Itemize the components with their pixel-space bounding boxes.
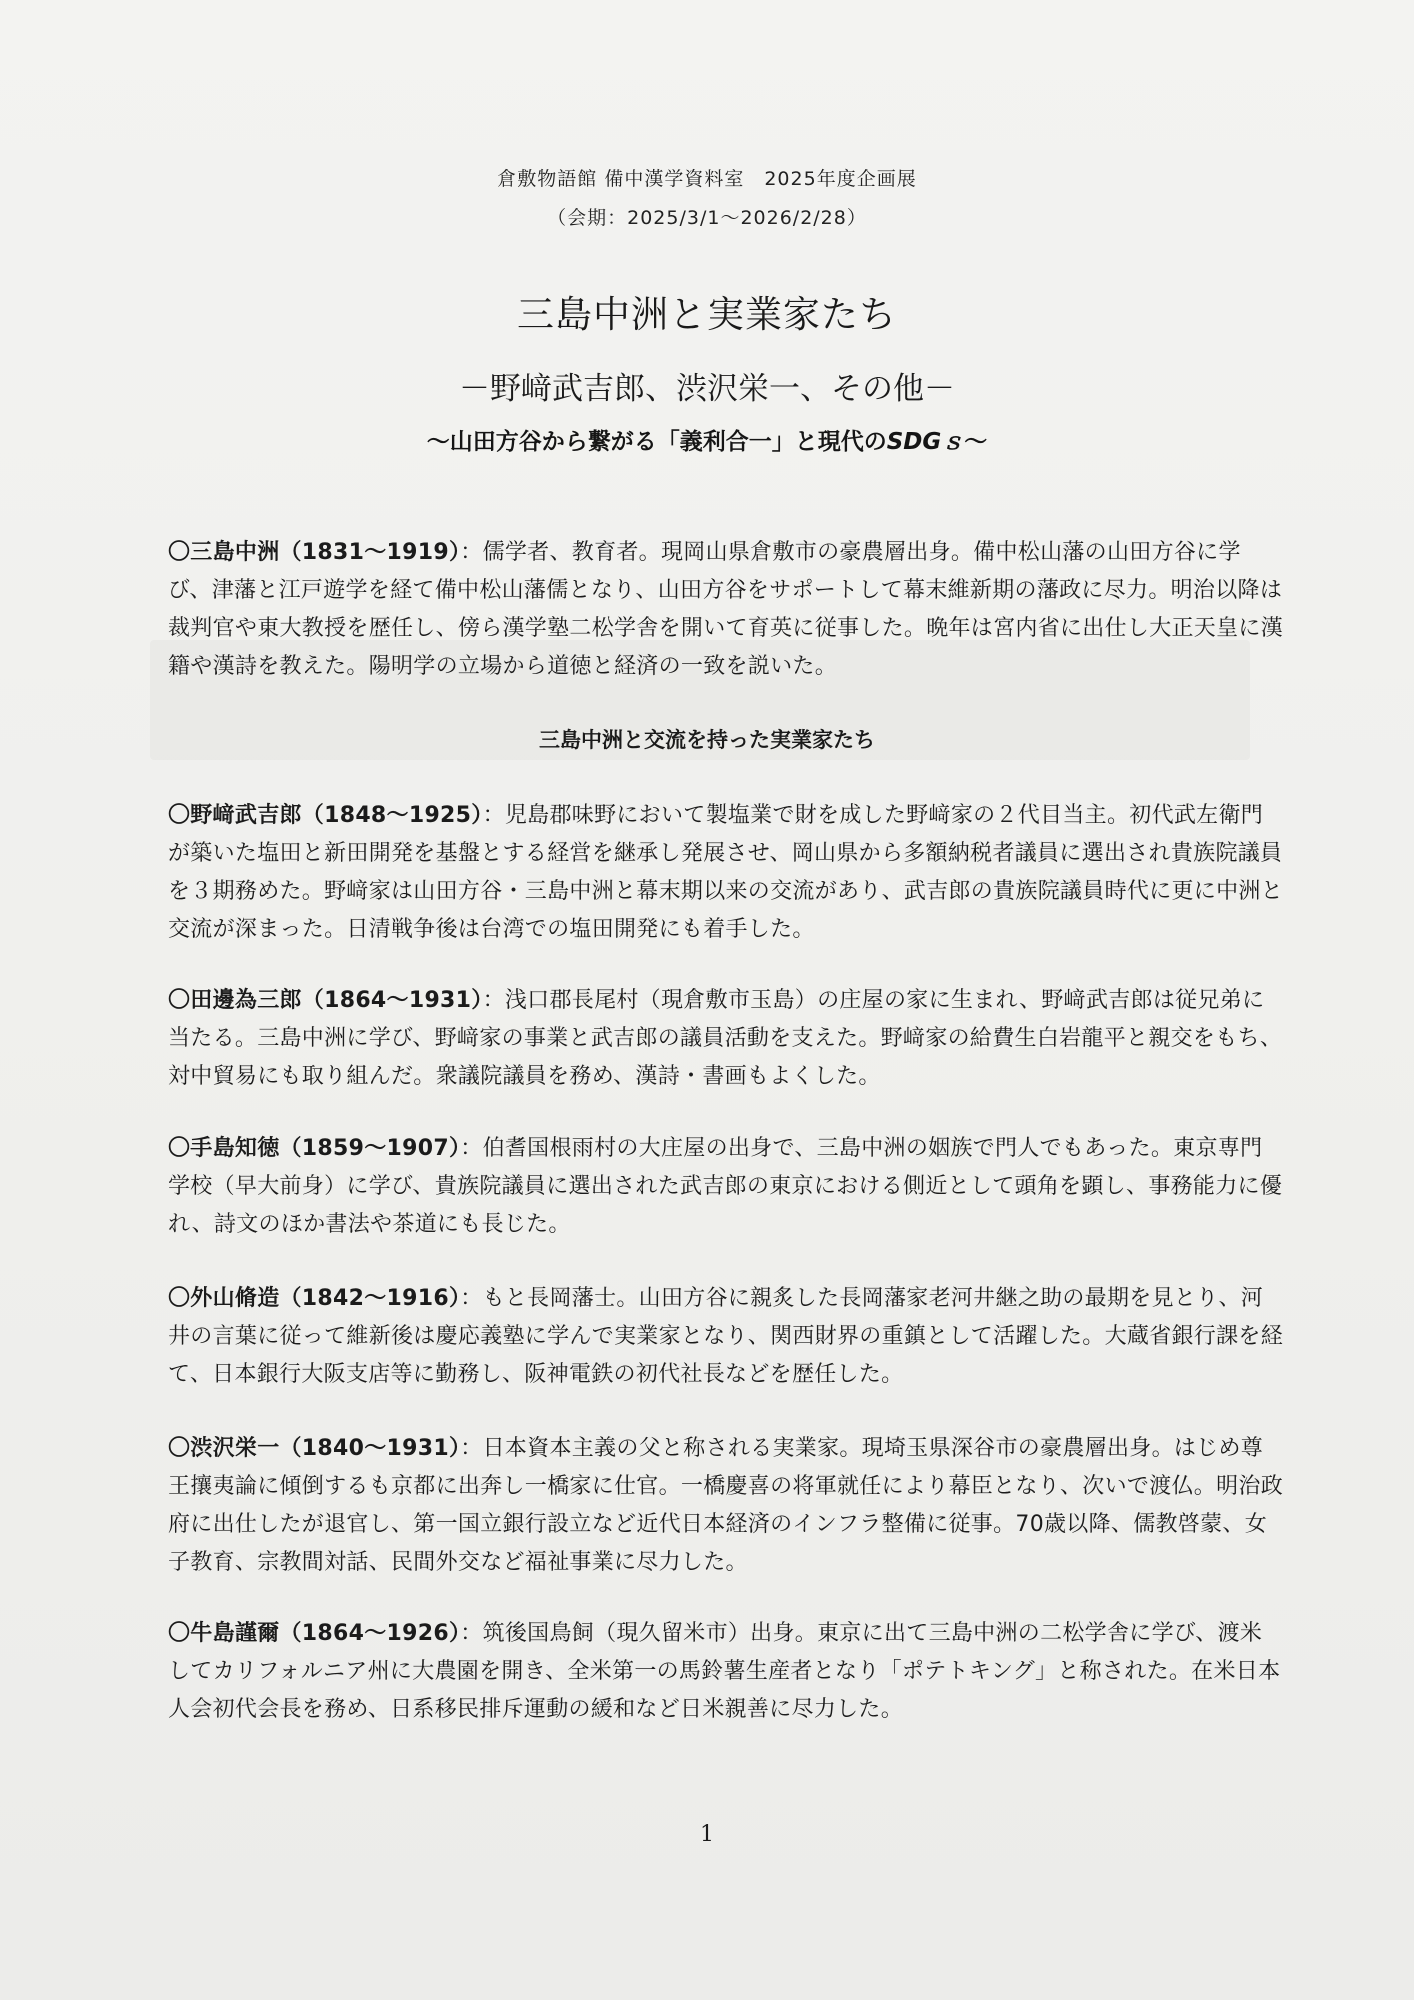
entry-text: ：筑後国鳥飼（現久留米市）出身。東京に出て三島中洲の二松学舎に学び、渡米してカリフォルニア州に大農園を開き、全米第一の馬鈴薯生産者となり「ポテトキング」と称された。在米日本人会初代会長を務め、日系移民排斥運動の緩和など日米親善に尽力した。 [168,1621,1281,1722]
entry-text: ：児島郡味野において製塩業で財を成した野﨑家の２代目当主。初代武左衛門が築いた塩田と新田開発を基盤とする経営を継承し発展させ、岡山県から多額納税者議員に選出され貴族院議員を３期務めた。野﨑家は山田方谷・三島中洲と幕末期以来の交流があり、武吉郎の貴族院議員時代に更に中洲と交流が深まった。日清戦争後は台湾での塩田開発にも着手した。 [168,803,1284,942]
entry-name: 〇手島知徳（1859～1907） [168,1136,461,1161]
section-heading: 三島中洲と交流を持った実業家たち [539,728,875,752]
page-subtitle: －野﨑武吉郎、渋沢栄一、その他－ [459,371,955,407]
entry-name: 〇三島中洲（1831～1919） [168,540,461,565]
entry-text: ：伯耆国根雨村の大庄屋の出身で、三島中洲の姻族で門人でもあった。東京専門学校（早大前身）に学び、貴族院議員に選出された武吉郎の東京における側近として頭角を顕し、事務能力に優れ、詩文のほか書法や茶道にも長じた。 [168,1136,1283,1237]
entry-name: 〇田邊為三郎（1864～1931） [168,988,483,1013]
entry-name: 〇野﨑武吉郎（1848～1925） [168,803,483,828]
entry-shibusawa-eiichi [168,1430,1284,1582]
entry-text: ：もと長岡藩士。山田方谷に親炙した長岡藩家老河井継之助の最期を見とり、河井の言葉に従って維新後は慶応義塾に学んで実業家となり、関西財界の重鎮として活躍した。大蔵省銀行課を経て、日本銀行大阪支店等に勤務し、阪神電鉄の初代社長などを歴任した。 [168,1286,1284,1387]
entry-teshima-tomonori [168,1130,1284,1244]
tagline-text: ～山田方谷から繋がる「義利合一」と現代の [426,429,887,455]
tagline-end: ～ [964,429,988,455]
page-number: 1 [700,1822,714,1847]
entry-name: 〇牛島謹爾（1864～1926） [168,1621,461,1646]
entry-ushijima-kinji [168,1615,1284,1729]
entry-text: ：儒学者、教育者。現岡山県倉敷市の豪農層出身。備中松山藩の山田方谷に学び、津藩と江戸遊学を経て備中松山藩儒となり、山田方谷をサポートして幕末維新期の藩政に尽力。明治以降は裁判官や東大教授を歴任し、傍ら漢学塾二松学舎を開いて育英に従事した。晩年は宮内省に出仕し大正天皇に漢籍や漢詩を教えた。陽明学の立場から道徳と経済の一致を説いた。 [168,540,1284,679]
entry-text: ：日本資本主義の父と称される実業家。現埼玉県深谷市の豪農層出身。はじめ尊王攘夷論に傾倒するも京都に出奔し一橋家に仕官。一橋慶喜の将軍就任により幕臣となり、次いで渡仏。明治政府に出仕したが退官し、第一国立銀行設立など近代日本経済のインフラ整備に従事。70歳以降、儒教啓蒙、女子教育、宗教間対話、民間外交など福祉事業に尽力した。 [168,1436,1284,1575]
exhibition-period: （会期：2025/3/1～2026/2/28） [547,207,867,229]
entry-name: 〇外山脩造（1842～1916） [168,1286,461,1311]
entry-tanabe-tamesaburo [168,982,1284,1096]
entry-toyama-shuzo [168,1280,1284,1394]
exhibition-header: 倉敷物語館 備中漢学資料室 2025年度企画展 [497,168,917,190]
entry-nozaki-bukichiro [168,797,1284,949]
tagline [0,423,1414,456]
tagline-sdgs: SDGｓ [886,429,965,455]
entry-name: 〇渋沢栄一（1840～1931） [168,1436,461,1461]
page-title: 三島中洲と実業家たち [517,293,897,336]
entry-text: ：浅口郡長尾村（現倉敷市玉島）の庄屋の家に生まれ、野﨑武吉郎は従兄弟に当たる。三島中洲に学び、野﨑家の事業と武吉郎の議員活動を支えた。野﨑家の給費生白岩龍平と親交をもち、対中貿易にも取り組んだ。衆議院議員を務め、漢詩・書画もよくした。 [168,988,1283,1089]
entry-mishima-chushu [168,534,1284,686]
